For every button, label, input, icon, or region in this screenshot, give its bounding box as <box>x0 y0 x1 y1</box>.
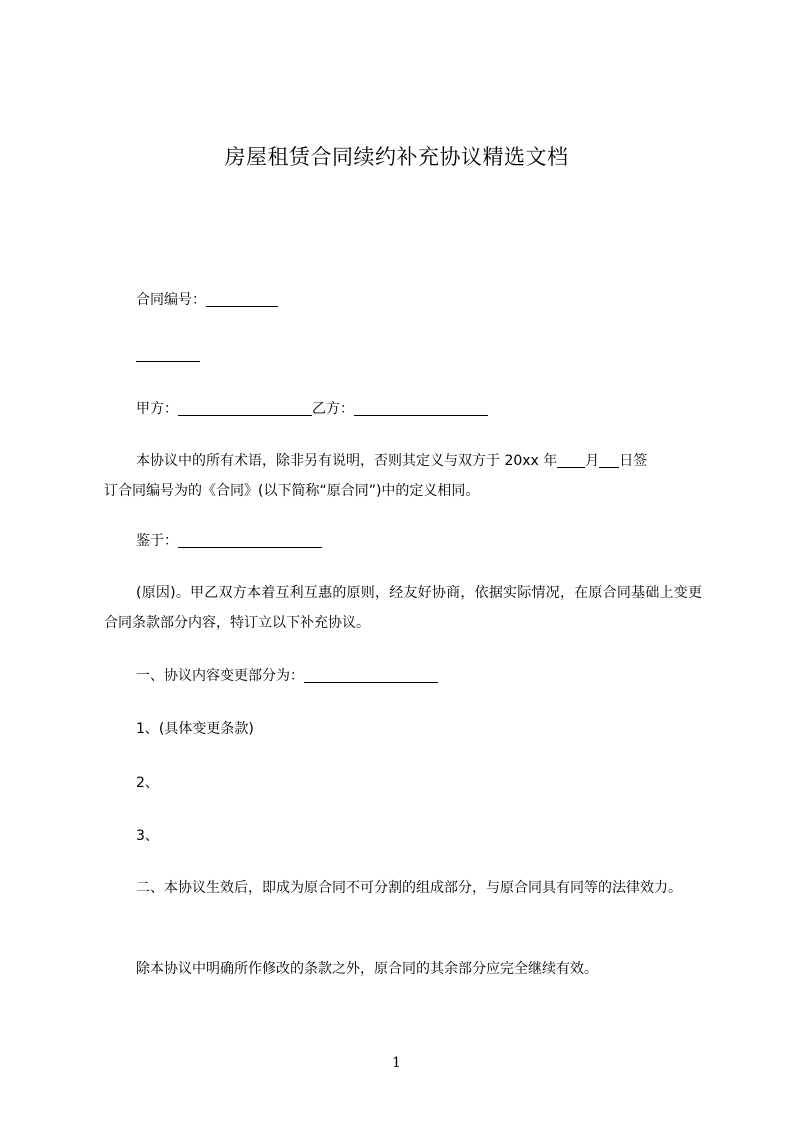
item-2: 2、 <box>136 775 159 791</box>
contract-number-label: 合同编号： <box>136 292 206 308</box>
party-a-blank <box>178 401 312 416</box>
item-3: 3、 <box>136 828 159 844</box>
contract-number-continued-line <box>136 341 702 369</box>
contract-number-blank <box>206 292 278 307</box>
day-blank <box>599 453 619 468</box>
item-1: 1、(具体变更条款) <box>136 721 254 737</box>
reason-paragraph <box>104 578 702 638</box>
section1-line <box>136 662 702 690</box>
definitions-month: 月 <box>585 453 600 469</box>
definitions-text-1: 本协议中的所有术语，除非另有说明，否则其定义与双方于 20xx 年 <box>136 453 558 469</box>
contract-number-line <box>136 286 702 314</box>
party-b-label: 乙方： <box>312 401 354 417</box>
month-blank <box>557 453 585 468</box>
parties-line <box>136 395 702 423</box>
contract-number-blank-2 <box>136 347 200 362</box>
party-b-blank <box>354 401 488 416</box>
section1-blank <box>304 668 438 683</box>
closing-paragraph: 除本协议中明确所作修改的条款之外，原合同的其余部分应完全继续有效。 <box>136 961 598 977</box>
page-number: 1 <box>392 1055 401 1071</box>
whereas-label: 鉴于： <box>136 533 178 549</box>
definitions-paragraph <box>104 446 702 506</box>
party-a-label: 甲方： <box>136 401 178 417</box>
whereas-line <box>136 527 702 555</box>
whereas-blank <box>178 533 322 548</box>
section1-label: 一、协议内容变更部分为： <box>136 668 304 684</box>
definitions-day: 日签 <box>619 453 648 469</box>
reason-text: (原因)。甲乙双方本着互利互惠的原则，经友好协商，依据实际情况，在原合同基础上变更合同条款部分内容，特订立以下补充协议。 <box>104 585 702 631</box>
definitions-text-2: 订合同编号为的《合同》(以下简称“原合同”)中的定义相同。 <box>104 483 480 499</box>
section2-text: 二、本协议生效后，即成为原合同不可分割的组成部分，与原合同具有同等的法律效力。 <box>136 880 682 896</box>
document-title: 房屋租赁合同续约补充协议精选文档 <box>224 145 569 169</box>
section2-paragraph <box>104 873 702 903</box>
